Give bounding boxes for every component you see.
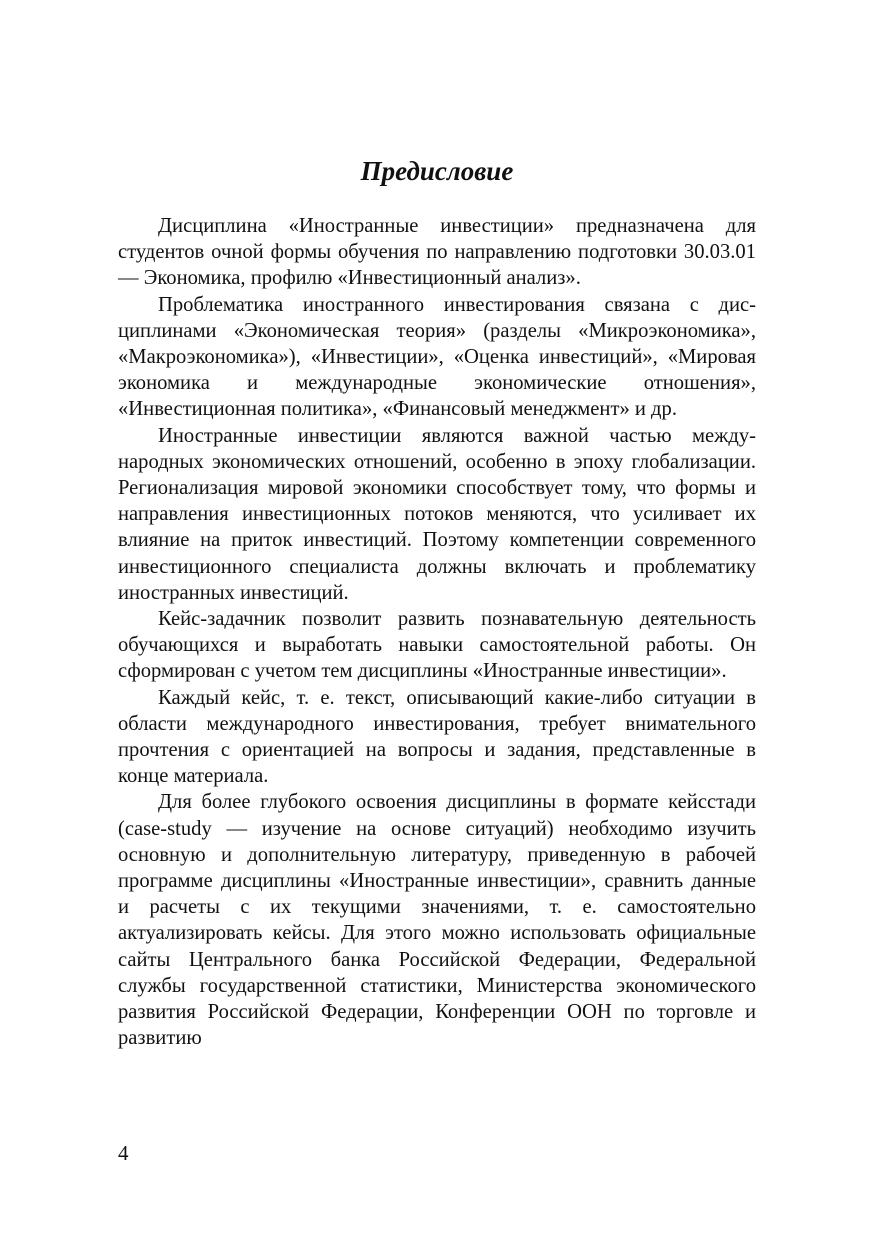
body-text — [118, 213, 756, 1052]
paragraph: Каждый кейс, т. е. текст, описывающий какие-либо ситуации в области международного инвестирования, требует внимательного прочтения с ориентацией на вопросы и задания, представленные в конце материала. — [118, 686, 756, 788]
paragraph: Для более глубокого освоения дисциплины в формате кейсстади (case-study — изучение на основе ситуаций) необходимо изучить основную и дополнительную литературу, приведенную в рабочей программе дисциплины «Иностранные инвестиции», сравнить данные и расчеты с их текущими значениями, т. е. самостоятельно актуализировать кейсы. Для этого можно использовать официальные сайты Центрального банка Российской Федерации, Федеральной службы государственной статистики, Министерства экономического развития Российской Федерации, Конференции ООН по торговле и развитию — [118, 791, 756, 1050]
page-number: 4 — [118, 1141, 129, 1165]
paragraph: Проблематика иностранного инвестирования связана с дисциплинами «Экономическая теория» (разделы «Микроэкономика», «Макроэкономика»), «Инвестиции», «Оценка инвестиций», «Мировая экономика и международные экономические отношения», «Инвестиционная политика», «Финансовый менеджмент» и др. — [118, 293, 756, 421]
paragraph: Кейс-задачник позволит развить познавательную деятельность обучающихся и выработать навыки самостоятельной работы. Он сформирован с учетом тем дисциплины «Иностранные инвестиции». — [118, 608, 756, 683]
page-title: Предисловие — [360, 156, 514, 186]
document-page — [118, 0, 756, 1241]
paragraph: Дисциплина «Иностранные инвестиции» предназначена для студентов очной формы обучения по направлению подготовки 30.03.01 — Экономика, профилю «Инвестиционный анализ». — [118, 215, 756, 290]
paragraph: Иностранные инвестиции являются важной частью международных экономических отношений, особенно в эпоху глобализации. Регионализация мировой экономики способствует тому, что формы и направления инвестиционных потоков меняются, что усиливает их влияние на приток инвестиций. Поэтому компетенции современного инвестиционного специалиста должны включать и проблематику иностранных инвестиций. — [118, 424, 756, 604]
